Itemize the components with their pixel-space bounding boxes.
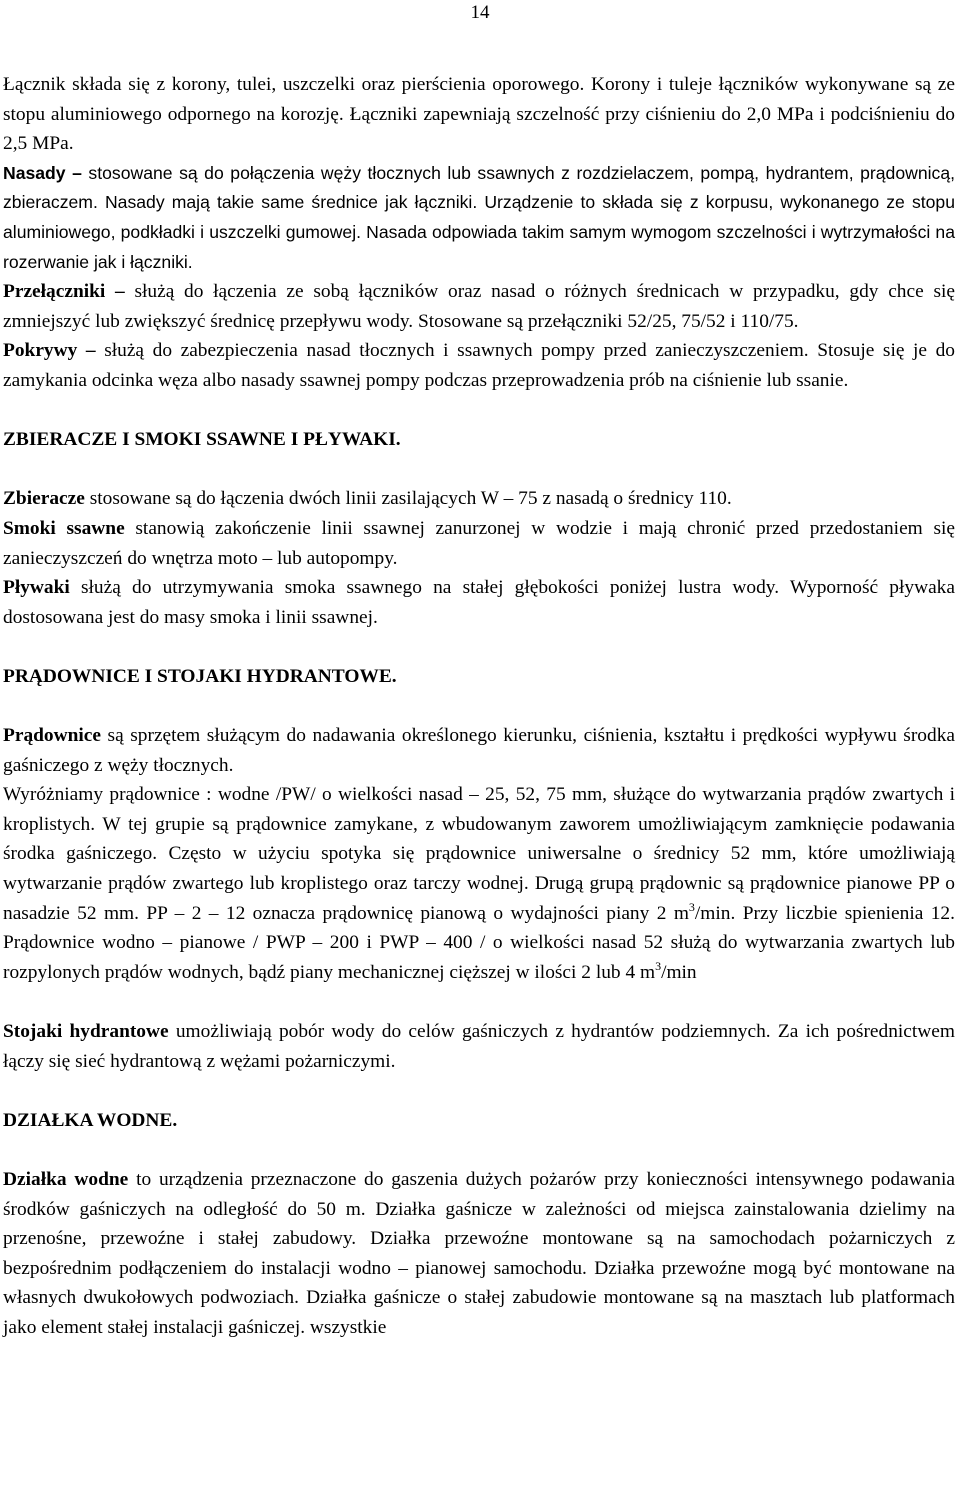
paragraph-wyrozniamy bbox=[3, 780, 955, 987]
term-przelaczniki: Przełączniki – bbox=[3, 281, 125, 303]
term-stojaki-hydrantowe: Stojaki hydrantowe bbox=[3, 1021, 169, 1042]
paragraph-stojaki bbox=[3, 1017, 955, 1076]
paragraph-text: umożliwiają pobór wody do celów gaśniczych z hydrantów podziemnych. Za ich pośrednictwem łączy się sieć hydrantową z wężami pożarniczymi. bbox=[3, 1021, 955, 1072]
term-zbieracze: Zbieracze bbox=[3, 488, 85, 510]
paragraph-smoki bbox=[3, 514, 955, 573]
term-smoki-ssawne: Smoki ssawne bbox=[3, 517, 125, 539]
paragraph-text: to urządzenia przeznaczone do gaszenia dużych pożarów przy konieczności intensywnego podawania środków gaśniczych na odległość do 50 m. Działka gaśnicze w zależności od miejsca zainstalowania dzielimy na przenośne, przewoźne i stałej zabudowy. Działka przewoźne montowane są na samochodach pożarniczych z bezpośrednim podłączeniem do instalacji wodno – pianowej samochodu. Działka przewoźne mogą być montowane na własnych dwukołowych podwoziach. Działka gaśnicze o stałej zabudowie montowane są na masztach lub platformach jako element stałej instalacji gaśniczej. wszystkie bbox=[3, 1168, 955, 1338]
paragraph-text: służą do łączenia ze sobą łączników oraz nasad o różnych średnicach w przypadku, gdy chce się zmniejszyć lub zwiększyć średnicę przepływu wody. Stosowane są przełączniki 52/25, 75/52 i 110/75. bbox=[3, 281, 955, 332]
term-pradownice: Prądownice bbox=[3, 725, 102, 747]
paragraph-text: stanowią zakończenie linii ssawnej zanurzonej w wodzie i mają chronić przed przedostaniem się zanieczyszczeń do wnętrza moto – lub autopompy. bbox=[3, 517, 955, 569]
paragraph-lacznik bbox=[3, 70, 955, 159]
section-heading-zbieracze: ZBIERACZE I SMOKI SSAWNE I PŁYWAKI. bbox=[3, 429, 401, 451]
paragraph-text: /min bbox=[661, 961, 697, 983]
page-number: 14 bbox=[470, 2, 490, 23]
superscript: 3 bbox=[655, 958, 662, 973]
term-pokrywy: Pokrywy – bbox=[3, 340, 96, 362]
paragraph-text: Łącznik składa się z korony, tulei, uszczelki oraz pierścienia oporowego. Korony i tuleje łączników wykonywane są ze stopu aluminiowego odpornego na korozję. Łączniki zapewniają szczelność przy ciśnieniu do 2,0 MPa i podciśnieniu do 2,5 MPa. bbox=[3, 74, 955, 155]
paragraph-text: stosowane są do łączenia dwóch linii zasilających W – 75 z nasadą o średnicy 110. bbox=[84, 488, 732, 510]
paragraph-text: są sprzętem służącym do nadawania określonego kierunku, ciśnienia, kształtu i prędkości wypływu środka gaśniczego z węży tłocznych. bbox=[3, 725, 955, 776]
term-dzialka-wodne: Działka wodne bbox=[3, 1168, 129, 1190]
superscript: 3 bbox=[688, 899, 695, 914]
document-body bbox=[3, 70, 955, 1343]
paragraph-dzialka bbox=[3, 1165, 955, 1343]
term-nasady: Nasady – bbox=[3, 162, 82, 183]
paragraph-text: służą do utrzymywania smoka ssawnego na stałej głębokości poniżej lustra wody. Wyporność pływaka dostosowana jest do masy smoka i linii ssawnej. bbox=[3, 577, 955, 628]
paragraph-plywaki bbox=[3, 573, 955, 632]
term-plywaki: Pływaki bbox=[3, 577, 70, 599]
paragraph-przelaczniki bbox=[3, 277, 955, 336]
paragraph-text: stosowane są do połączenia węży tłocznych lub ssawnych z rozdzielaczem, pompą, hydrantem, prądownicą, zbieraczem. Nasady mają takie same średnice jak łączniki. Urządzenie to składa się z korpusu, wykonanego ze stopu aluminiowego, podkładki i uszczelki gumowej. Nasada odpowiada takim samym wymogom szczelności i wytrzymałości na rozerwanie jak i łączniki. bbox=[3, 162, 955, 272]
paragraph-zbieracze bbox=[3, 484, 955, 514]
section-heading-dzialka: DZIAŁKA WODNE. bbox=[3, 1109, 178, 1131]
paragraph-nasady bbox=[3, 159, 955, 277]
paragraph-text: służą do zabezpieczenia nasad tłocznych i ssawnych pompy przed zanieczyszczeniem. Stosuje się je do zamykania odcinka węza albo nasady ssawnej pompy podczas przeprowadzenia prób na ciśnienie lub ssanie. bbox=[3, 340, 955, 391]
paragraph-pradownice bbox=[3, 721, 955, 780]
section-heading-pradownice: PRĄDOWNICE I STOJAKI HYDRANTOWE. bbox=[3, 665, 397, 687]
paragraph-text: /min. Przy liczbie spienienia 12. Prądownice wodno – pianowe / PWP – 200 i PWP – 400 / o wielkości nasad 52 służą do wytwarzania zwartych lub rozpylonych prądów wodnych, bądź piany mechanicznej cięższej w ilości 2 lub 4 m bbox=[3, 902, 955, 983]
paragraph-text: Wyróżniamy prądownice : wodne /PW/ o wielkości nasad – 25, 52, 75 mm, służące do wytwarzania prądów zwartych i kroplistych. W tej grupie są prądownice zamykane, z wbudowanym zaworem umożliwiającym zamknięcie podawania środka gaśniczego. Często w użyciu spotyka się prądownice uniwersalne o średnicy 52 mm, które umożliwiają wytwarzanie prądów zwartego lub kroplistego oraz tarczy wodnej. Drugą grupą prądownic są prądownice pianowe PP o nasadzie 52 mm. PP – 2 – 12 oznacza prądownicę pianową o wydajności piany 2 m bbox=[3, 784, 955, 924]
paragraph-pokrywy bbox=[3, 336, 955, 395]
